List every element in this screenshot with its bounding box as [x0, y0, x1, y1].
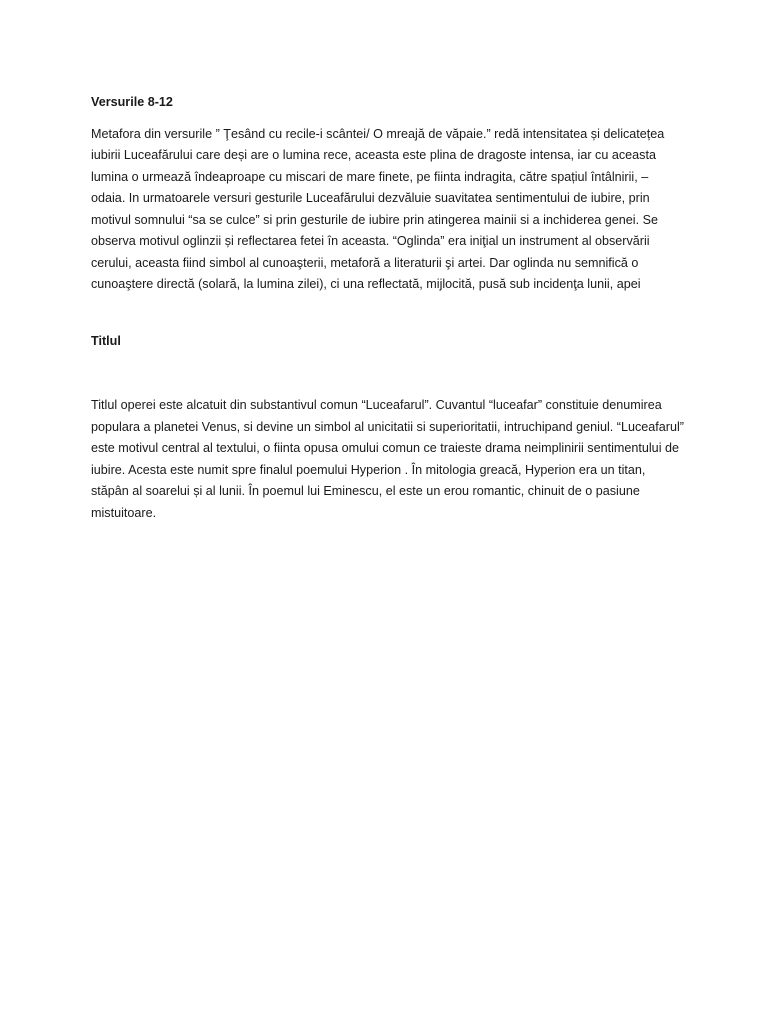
section-paragraph-titlul: Titlul operei este alcatuit din substantivul comun “Luceafarul”. Cuvantul “luceafar” constituie denumirea populara a planetei Venus, si devine un simbol al unicitatii si superioritatii, intruchipand geniul. “Luceafarul” este motivul central al textului, o fiinta opusa omului comun ce traieste drama neimplinirii sentimentului de iubire. Acesta este numit spre finalul poemului Hyperion . În mitologia greacă, Hyperion era un titan, stăpân al soarelui și al lunii. În poemul lui Eminescu, el este un erou romantic, chinuit de o pasiune mistuitoare. [91, 398, 684, 520]
section-heading-titlul: Titlul [91, 334, 121, 348]
section-heading-versurile: Versurile 8-12 [91, 95, 173, 109]
document-body [91, 92, 686, 520]
section-paragraph-versurile: Metafora din versurile ” Ţesând cu recile-i scântei/ O mreajă de văpaie.” redă intensitatea și delicatețea iubirii Luceafărului care deși are o lumina rece, aceasta este plina de dragoste intensa, iar cu aceasta lumina o urmează îndeaproape cu miscari de mare finete, pe fiinta indragita, către spațiul întâlnirii, – odaia. In urmatoarele versuri gesturile Luceafărului dezvăluie suavitatea sentimentului de iubire, prin motivul somnului “sa se culce” si prin gesturile de iubire prin atingerea mainii si a inchiderea genei. Se observa motivul oglinzii și reflectarea fetei în aceasta. “Oglinda” era iniţial un instrument al observării cerului, aceasta fiind simbol al cunoaşterii, metaforă a literaturii şi artei. Dar oglinda nu semnifică o cunoaştere directă (solară, la lumina zilei), ci una reflectată, mijlocită, pusă sub incidenţa lunii, apei [91, 126, 665, 291]
